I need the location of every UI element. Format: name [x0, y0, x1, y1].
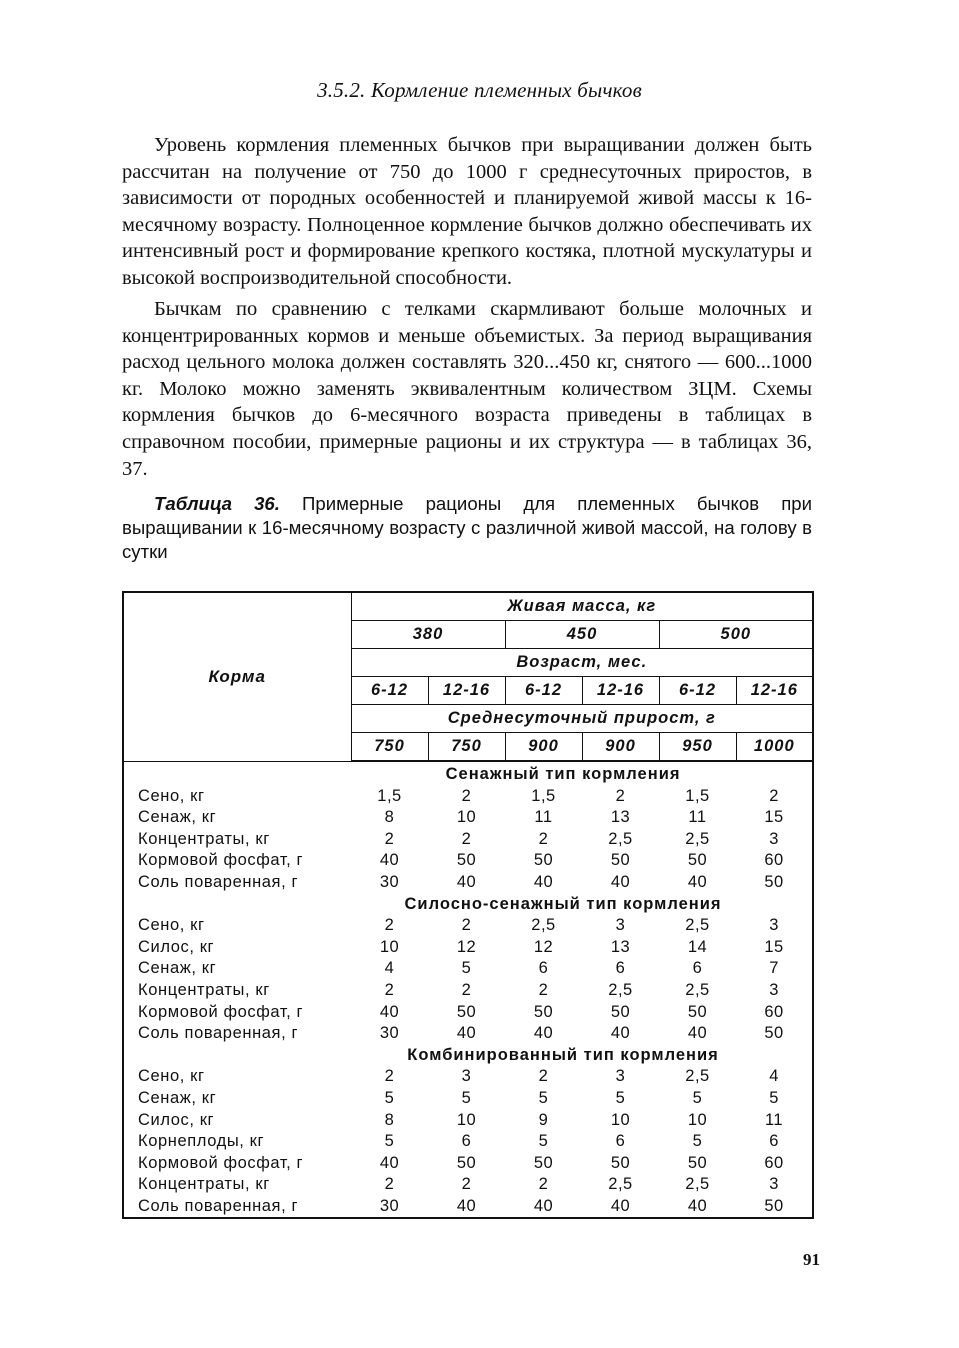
value-cell: 50: [456, 1153, 477, 1172]
value-cell: 8: [384, 808, 395, 827]
value-cell: 10: [379, 937, 400, 956]
header-weight: 500: [659, 621, 813, 649]
value-cell: 60: [764, 851, 784, 870]
table-row: [123, 829, 813, 851]
table-row: [123, 1066, 813, 1088]
value-cell: 40: [533, 872, 554, 891]
table-row: [123, 807, 813, 829]
header-gain-value: 750: [428, 733, 505, 762]
table-header: [123, 592, 813, 761]
value-cell: 50: [687, 1002, 708, 1021]
header-age-value: 6-12: [351, 677, 428, 705]
value-cell: 6: [615, 959, 626, 978]
value-cell: 13: [610, 808, 631, 827]
value-cell: 6: [538, 959, 549, 978]
value-cell: 10: [687, 1110, 708, 1129]
value-cell: 2,5: [685, 916, 710, 935]
value-cell: 2: [461, 829, 472, 848]
feed-name-cell: Силос, кг: [138, 1110, 215, 1129]
value-cell: 2: [769, 786, 779, 805]
value-cell: 3: [769, 916, 779, 935]
header-age: Возраст, мес.: [351, 649, 813, 677]
value-cell: 5: [692, 1132, 703, 1151]
value-cell: 2,5: [685, 980, 710, 999]
value-cell: 12: [456, 937, 477, 956]
value-cell: 4: [384, 959, 395, 978]
body-paragraph-1: Уровень кормления племенных бычков при выращивании должен быть рассчитан на получение от 750 до 1000 г среднесуточных приростов, в зависимости от породных особенностей и планируемой живой массы к 16-месячному возрасту. Полноценное кормление бычков должно обеспечивать их интенсивный рост и формирование крепкого костяка, плотной мускулатуры и высокой воспроизводительной способности.: [122, 134, 812, 289]
section-header-row: [123, 1045, 813, 1067]
value-cell: 9: [538, 1110, 549, 1129]
value-cell: 7: [769, 959, 779, 978]
value-cell: 40: [379, 1153, 400, 1172]
table-row: [123, 1174, 813, 1196]
value-cell: 60: [764, 1153, 784, 1172]
feed-name-cell: Соль поваренная, г: [138, 872, 299, 891]
value-cell: 50: [533, 851, 554, 870]
table-caption: [122, 492, 812, 564]
value-cell: 11: [688, 808, 707, 827]
value-cell: 5: [538, 1132, 549, 1151]
value-cell: 40: [456, 1196, 477, 1215]
header-age-value: 6-12: [659, 677, 736, 705]
table-caption-label: Таблица 36.: [154, 493, 280, 514]
value-cell: 2,5: [685, 1175, 710, 1194]
value-cell: 50: [533, 1002, 554, 1021]
feed-name-cell: Силос, кг: [138, 937, 215, 956]
value-cell: 2: [384, 916, 395, 935]
feed-name-cell: Сено, кг: [138, 786, 205, 805]
feed-name-cell: Корнеплоды, кг: [138, 1132, 265, 1151]
value-cell: 2: [461, 786, 472, 805]
value-cell: 40: [610, 872, 631, 891]
table-row: [123, 915, 813, 937]
table-row: [123, 850, 813, 872]
value-cell: 2: [461, 916, 472, 935]
value-cell: 50: [764, 1196, 784, 1215]
section-title: Комбинированный тип кормления: [407, 1045, 719, 1064]
value-cell: 5: [384, 1132, 395, 1151]
value-cell: 2: [384, 980, 395, 999]
value-cell: 5: [769, 1088, 779, 1107]
value-cell: 40: [687, 872, 708, 891]
feed-name-cell: Кормовой фосфат, г: [138, 1002, 304, 1021]
feed-name-cell: Соль поваренная, г: [138, 1024, 299, 1043]
value-cell: 12: [533, 937, 554, 956]
value-cell: 8: [384, 1110, 395, 1129]
value-cell: 50: [456, 1002, 477, 1021]
value-cell: 40: [610, 1024, 631, 1043]
value-cell: 2: [538, 1175, 549, 1194]
value-cell: 40: [687, 1024, 708, 1043]
value-cell: 2: [538, 980, 549, 999]
header-age-value: 12-16: [736, 677, 813, 705]
value-cell: 2,5: [685, 829, 710, 848]
value-cell: 40: [610, 1196, 631, 1215]
value-cell: 40: [687, 1196, 708, 1215]
value-cell: 10: [456, 808, 477, 827]
feed-name-cell: Сенаж, кг: [138, 1088, 217, 1107]
value-cell: 5: [384, 1088, 395, 1107]
rations-table: [122, 591, 814, 1219]
value-cell: 5: [538, 1088, 549, 1107]
value-cell: 3: [769, 1175, 779, 1194]
table-row: [123, 958, 813, 980]
page-number: 91: [803, 1250, 820, 1269]
value-cell: 14: [687, 937, 708, 956]
value-cell: 50: [610, 1153, 631, 1172]
header-feed-column: Корма: [123, 592, 351, 761]
value-cell: 13: [610, 937, 631, 956]
feed-name-cell: Концентраты, кг: [138, 1175, 270, 1194]
header-age-value: 12-16: [428, 677, 505, 705]
value-cell: 10: [610, 1110, 631, 1129]
value-cell: 1,5: [377, 786, 402, 805]
table-row: [123, 1196, 813, 1219]
table-row: [123, 872, 813, 894]
value-cell: 50: [764, 872, 784, 891]
value-cell: 50: [456, 851, 477, 870]
feed-name-cell: Сено, кг: [138, 1067, 205, 1086]
running-head: 3.5.2. Кормление племенных бычков: [317, 78, 642, 102]
table-row: [123, 937, 813, 959]
header-weight: 450: [505, 621, 659, 649]
value-cell: 3: [615, 1067, 626, 1086]
value-cell: 2: [384, 829, 395, 848]
table-row: [123, 786, 813, 808]
value-cell: 40: [533, 1196, 554, 1215]
feed-name-cell: Сено, кг: [138, 916, 205, 935]
value-cell: 6: [692, 959, 703, 978]
header-weight: 380: [351, 621, 505, 649]
value-cell: 40: [533, 1024, 554, 1043]
value-cell: 40: [379, 1002, 400, 1021]
section-header-row: [123, 894, 813, 916]
feed-name-cell: Кормовой фосфат, г: [138, 851, 304, 870]
value-cell: 3: [461, 1067, 472, 1086]
table-row: [123, 1002, 813, 1024]
value-cell: 2,5: [685, 1067, 710, 1086]
header-gain-value: 900: [582, 733, 659, 762]
value-cell: 15: [764, 937, 784, 956]
header-daily-gain: Среднесуточный прирост, г: [351, 705, 813, 733]
feed-name-cell: Концентраты, кг: [138, 980, 270, 999]
table-row: [123, 1023, 813, 1045]
value-cell: 10: [456, 1110, 477, 1129]
value-cell: 60: [764, 1002, 784, 1021]
header-gain-value: 1000: [736, 733, 813, 762]
header-gain-value: 900: [505, 733, 582, 762]
value-cell: 30: [379, 872, 400, 891]
value-cell: 2: [384, 1175, 395, 1194]
feed-name-cell: Сенаж, кг: [138, 959, 217, 978]
value-cell: 3: [769, 829, 779, 848]
section-title: Сенажный тип кормления: [445, 765, 681, 783]
value-cell: 6: [769, 1132, 779, 1151]
table-row: [123, 1088, 813, 1110]
value-cell: 50: [764, 1024, 784, 1043]
value-cell: 2: [538, 1067, 549, 1086]
value-cell: 2,5: [608, 1175, 633, 1194]
value-cell: 50: [687, 851, 708, 870]
feed-name-cell: Кормовой фосфат, г: [138, 1153, 304, 1172]
value-cell: 30: [379, 1196, 400, 1215]
table-body: [123, 761, 813, 1218]
table-row: [123, 1153, 813, 1175]
value-cell: 2: [461, 980, 472, 999]
header-age-value: 12-16: [582, 677, 659, 705]
body-paragraph-2: Бычкам по сравнению с телками скармливают больше молочных и концентрированных кормов и меньше объемистых. За период выращивания расход цельного молока должен составлять 320...450 кг, снятого — 600...1000 кг. Молоко можно заменять эквивалентным количеством ЗЦМ. Схемы кормления бычков до 6-месячного возраста приведены в таблицах в справочном пособии, примерные рационы и их структура — в таблицах 36, 37.: [122, 298, 812, 480]
value-cell: 1,5: [685, 786, 710, 805]
value-cell: 11: [534, 808, 553, 827]
feed-name-cell: Концентраты, кг: [138, 829, 270, 848]
value-cell: 50: [610, 851, 631, 870]
value-cell: 2,5: [608, 829, 633, 848]
value-cell: 2,5: [608, 980, 633, 999]
value-cell: 4: [769, 1067, 779, 1086]
value-cell: 2: [538, 829, 549, 848]
value-cell: 6: [461, 1132, 472, 1151]
section-title: Силосно-сенажный тип кормления: [404, 894, 722, 913]
value-cell: 40: [379, 851, 400, 870]
header-age-value: 6-12: [505, 677, 582, 705]
table-caption-text: Примерные рационы для племенных бычков при выращивании к 16-месячному возрасту с различной живой массой, на голову в сутки: [122, 493, 812, 562]
value-cell: 2: [461, 1175, 472, 1194]
value-cell: 40: [456, 1024, 477, 1043]
header-gain-value: 950: [659, 733, 736, 762]
section-header-row: [123, 761, 813, 786]
value-cell: 2,5: [531, 916, 556, 935]
value-cell: 3: [615, 916, 626, 935]
table-row: [123, 980, 813, 1002]
feed-name-cell: Соль поваренная, г: [138, 1196, 299, 1215]
value-cell: 40: [456, 872, 477, 891]
table-row: [123, 1131, 813, 1153]
value-cell: 2: [615, 786, 626, 805]
feed-name-cell: Сенаж, кг: [138, 808, 217, 827]
value-cell: 11: [764, 1110, 784, 1129]
value-cell: 1,5: [531, 786, 556, 805]
value-cell: 15: [764, 808, 784, 827]
table-row: [123, 1110, 813, 1132]
value-cell: 5: [615, 1088, 626, 1107]
value-cell: 2: [384, 1067, 395, 1086]
value-cell: 30: [379, 1024, 400, 1043]
header-gain-value: 750: [351, 733, 428, 762]
value-cell: 3: [769, 980, 779, 999]
value-cell: 5: [461, 1088, 472, 1107]
value-cell: 6: [615, 1132, 626, 1151]
value-cell: 5: [461, 959, 472, 978]
header-live-weight: Живая масса, кг: [351, 592, 813, 621]
value-cell: 5: [692, 1088, 703, 1107]
value-cell: 50: [610, 1002, 631, 1021]
value-cell: 50: [687, 1153, 708, 1172]
value-cell: 50: [533, 1153, 554, 1172]
